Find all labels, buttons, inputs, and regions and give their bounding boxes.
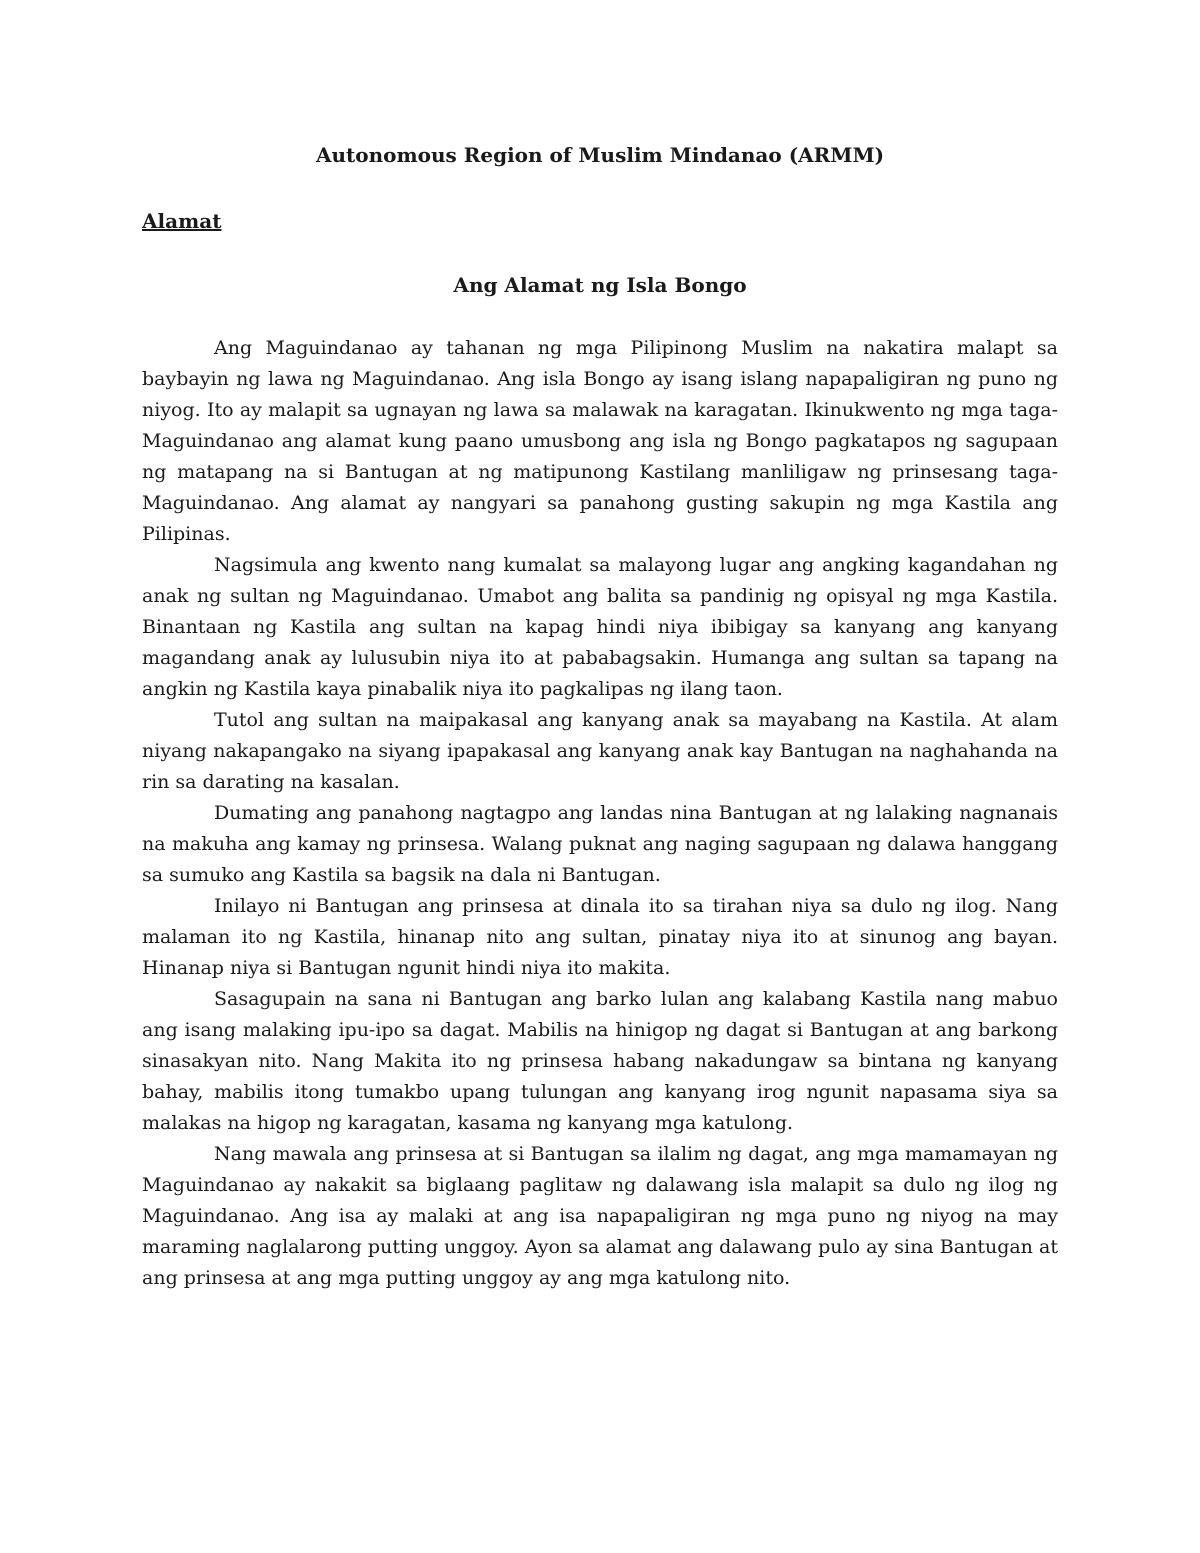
region-title: Autonomous Region of Muslim Mindanao (ARMM) [315, 143, 885, 167]
paragraph: Nagsimula ang kwento nang kumalat sa malayong lugar ang angking kagandahan ng anak ng sultan ng Maguindanao. Umabot ang balita sa pandinig ng opisyal ng mga Kastila. Binantaan ng Kastila ang sultan na kapag hindi niya ibibigay sa kanyang ang kanyang magandang anak ay lulusubin niya ito at pababagsakin. Humanga ang sultan sa tapang na angkin ng Kastila kaya pinabalik niya ito pagkalipas ng ilang taon. [142, 554, 1058, 700]
paragraph: Inilayo ni Bantugan ang prinsesa at dinala ito sa tirahan niya sa dulo ng ilog. Nang malaman ito ng Kastila, hinanap nito ang sultan, pinatay niya ito at sinunog ang bayan. Hinanap niya si Bantugan ngunit hindi niya ito makita. [142, 895, 1058, 979]
paragraph: Ang Maguindanao ay tahanan ng mga Pilipinong Muslim na nakatira malapt sa baybayin ng lawa ng Maguindanao. Ang isla Bongo ay isang islang napapaligiran ng puno ng niyog. Ito ay malapit sa ugnayan ng lawa sa malawak na karagatan. Ikinukwento ng mga taga-Maguindanao ang alamat kung paano umusbong ang isla ng Bongo pagkatapos ng sagupaan ng matapang na si Bantugan at ng matipunong Kastilang manliligaw ng prinsesang taga-Maguindanao. Ang alamat ay nangyari sa panahong gusting sakupin ng mga Kastila ang Pilipinas. [142, 337, 1058, 545]
document-content [142, 140, 1058, 1294]
story-body [142, 333, 1058, 1294]
paragraph: Dumating ang panahong nagtagpo ang landas nina Bantugan at ng lalaking nagnanais na makuha ang kamay ng prinsesa. Walang puknat ang naging sagupaan ng dalawa hanggang sa sumuko ang Kastila sa bagsik na dala ni Bantugan. [142, 802, 1058, 886]
paragraph: Tutol ang sultan na maipakasal ang kanyang anak sa mayabang na Kastila. At alam niyang nakapangako na siyang ipapakasal ang kanyang anak kay Bantugan na naghahanda na rin sa darating na kasalan. [142, 709, 1058, 793]
paragraph: Sasagupain na sana ni Bantugan ang barko lulan ang kalabang Kastila nang mabuo ang isang malaking ipu-ipo sa dagat. Mabilis na hinigop ng dagat si Bantugan at ang barkong sinasakyan nito. Nang Makita ito ng prinsesa habang nakadungaw sa bintana ng kanyang bahay, mabilis itong tumakbo upang tulungan ang kanyang irog ngunit napasama siya sa malakas na higop ng karagatan, kasama ng kanyang mga katulong. [142, 988, 1058, 1134]
paragraph: Nang mawala ang prinsesa at si Bantugan sa ilalim ng dagat, ang mga mamamayan ng Maguindanao ay nakakit sa biglaang paglitaw ng dalawang isla malapit sa dulo ng ilog ng Maguindanao. Ang isa ay malaki at ang isa napapaligiran ng mga puno ng niyog na may maraming naglalarong putting unggoy. Ayon sa alamat ang dalawang pulo ay sina Bantugan at ang prinsesa at ang mga putting unggoy ay ang mga katulong nito. [142, 1143, 1058, 1289]
section-label: Alamat [142, 209, 222, 233]
story-title: Ang Alamat ng Isla Bongo [453, 273, 747, 297]
